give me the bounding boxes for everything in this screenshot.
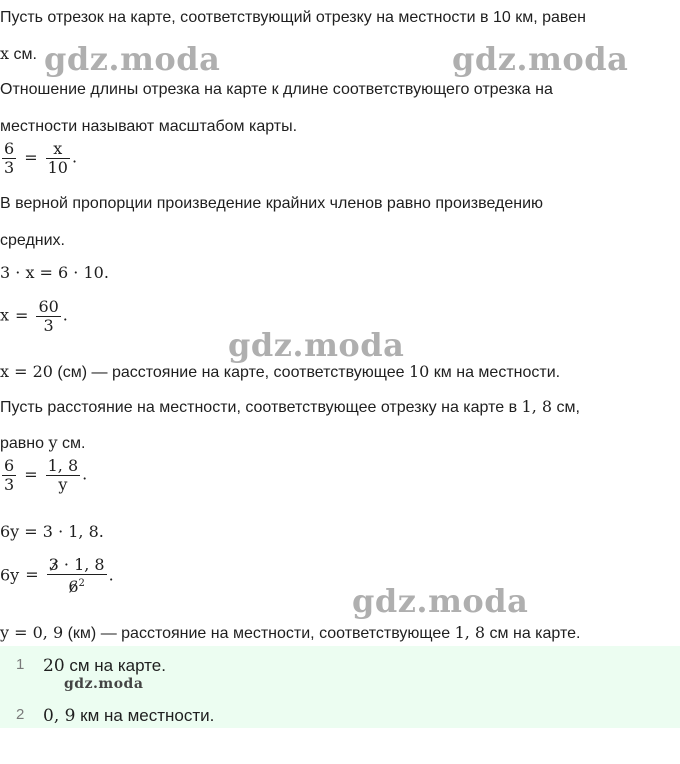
text: Отношение длины отрезка на карте к длине соответствующего отрезка на — [0, 81, 553, 98]
watermark-small: gdz.moda — [64, 676, 144, 692]
number: 1, 8 — [454, 623, 486, 642]
watermark: gdz.moda — [452, 40, 629, 78]
denominator: y — [58, 475, 68, 494]
text: см, — [552, 399, 580, 416]
cancelled-factor: 3 — [48, 555, 59, 574]
equation-4: 6y = $\frac{3 \cdot 1, 8}{6^2}$ . — [0, 555, 114, 597]
math: y = 0, 9 — [0, 623, 64, 642]
answer-index: 1 — [16, 656, 25, 673]
answer-index: 2 — [16, 706, 25, 723]
answer-text — [43, 656, 166, 676]
result-1 — [0, 362, 560, 383]
numerator-rest: · 1, 8 — [58, 555, 105, 574]
text: средних. — [0, 232, 65, 249]
equation-3 — [0, 522, 104, 542]
text: см на карте. — [485, 625, 581, 642]
period: . — [71, 147, 78, 167]
text: (км) — расстояние на местности, соответствующее — [63, 625, 455, 642]
numerator — [47, 556, 107, 575]
text: (см) — расстояние на карте, соответствующее — [52, 364, 409, 381]
denominator: 3 — [4, 475, 15, 494]
watermark: gdz.moda — [228, 326, 405, 364]
solution-line-1 — [0, 8, 586, 28]
rule-line-2 — [0, 231, 65, 251]
text: см. — [9, 46, 37, 63]
numerator: 6 — [4, 456, 15, 475]
variable-y: y — [48, 433, 58, 452]
solution-line-2 — [0, 44, 37, 65]
answer-value: 20 — [43, 656, 65, 676]
denominator — [47, 575, 107, 596]
lhs: 6y — [0, 565, 20, 585]
denominator: 3 — [43, 316, 54, 335]
watermark: gdz.moda — [44, 40, 221, 78]
definition-line-1 — [0, 80, 553, 100]
result-2 — [0, 623, 580, 644]
proportion-1: $\frac{6}{3}$ = $\frac{x}{10}$ . — [4, 139, 78, 177]
fraction-right — [46, 140, 70, 177]
lhs: x — [0, 305, 10, 325]
denominator: 10 — [47, 158, 68, 177]
numerator: 6 — [4, 139, 15, 158]
number: 1, 8 — [521, 397, 553, 416]
cancelled-factor: 6 — [68, 577, 79, 597]
equation-text: 3 · x = 6 · 10. — [0, 263, 109, 282]
text: см. — [57, 435, 86, 452]
period: . — [62, 305, 68, 325]
numerator: 60 — [38, 297, 59, 316]
reduced-value: 2 — [78, 578, 85, 589]
fraction-left — [2, 140, 16, 177]
numerator: 1, 8 — [47, 456, 79, 475]
rule-line-1 — [0, 194, 543, 214]
period: . — [82, 464, 88, 484]
variable-x: x — [0, 44, 10, 63]
answer-box — [0, 646, 680, 728]
fraction — [36, 298, 60, 335]
answer-label: км на местности. — [75, 706, 215, 725]
fraction — [47, 556, 107, 596]
denominator: 3 — [4, 158, 15, 177]
second-line-2 — [0, 433, 85, 454]
fraction-right — [46, 457, 81, 494]
numerator: x — [46, 140, 70, 159]
text: Пусть расстояние на местности, соответствующее отрезку на карте в — [0, 399, 522, 416]
answer-value: 0, 9 — [43, 706, 76, 726]
number: 10 — [409, 362, 430, 381]
answer-text — [43, 706, 214, 726]
text: равно — [0, 435, 49, 452]
period: . — [108, 565, 114, 585]
answer-label: см на карте. — [64, 656, 166, 675]
second-line-1 — [0, 397, 580, 418]
equation-1 — [0, 263, 109, 283]
definition-line-2 — [0, 117, 297, 137]
equation-2: x = $\frac{60}{3}$ . — [0, 297, 68, 335]
text: местности называют масштабом карты. — [0, 118, 298, 135]
fraction-left — [2, 457, 16, 494]
text: Пусть отрезок на карте, соответствующий отрезку на местности в 10 км, равен — [0, 9, 586, 26]
text: км на местности. — [429, 364, 561, 381]
proportion-2: $\frac{6}{3}$ = $\frac{1, 8}{y}$ . — [4, 456, 88, 494]
text: В верной пропорции произведение крайних членов равно произведению — [0, 195, 543, 212]
math: x = 20 — [0, 362, 53, 381]
watermark: gdz.moda — [352, 582, 529, 620]
equation-text: 6y = 3 · 1, 8. — [0, 522, 104, 541]
